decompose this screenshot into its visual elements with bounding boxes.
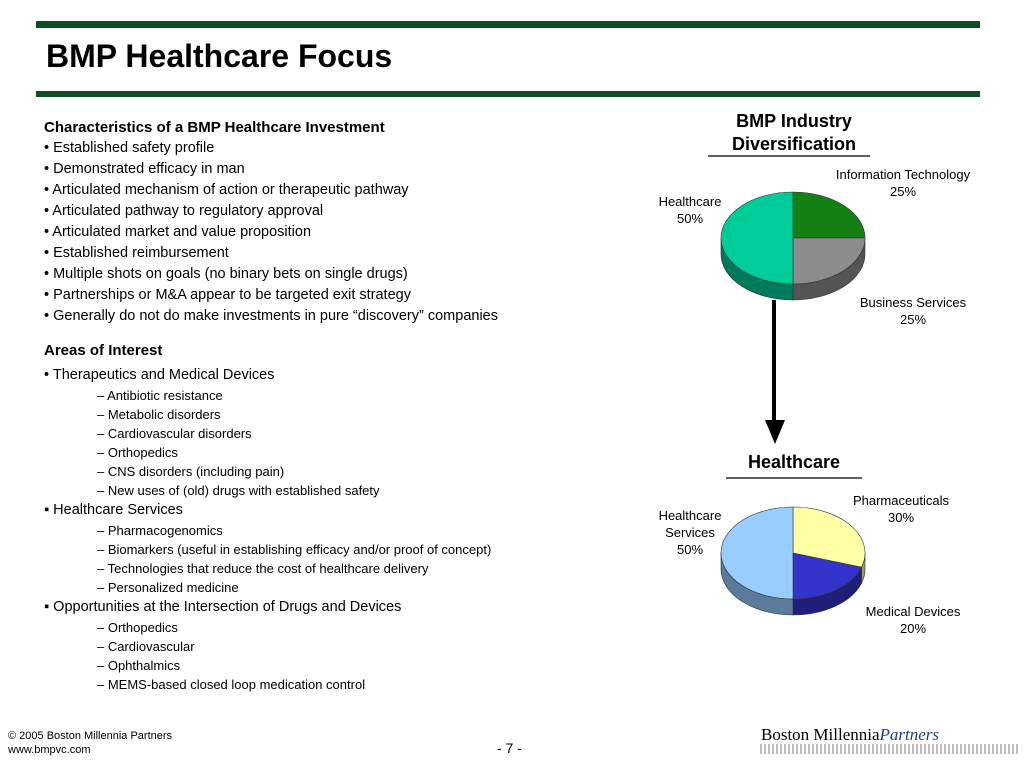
pie-slice-label <box>866 604 961 636</box>
characteristic-item: • Generally do not do make investments in pure “discovery” companies <box>44 308 498 324</box>
pie-label-line: Healthcare <box>658 508 722 523</box>
pie-label-line: Information Technology <box>835 167 971 182</box>
areas-heading: Areas of Interest <box>44 342 163 359</box>
brand-logo <box>761 725 939 745</box>
area-group-label: • Therapeutics and Medical Devices <box>44 367 275 383</box>
characteristic-item: • Established reimbursement <box>44 245 229 261</box>
footer-copyright <box>8 729 172 757</box>
pie-label-line: Business Services <box>859 295 967 310</box>
website-text: www.bmpvc.com <box>8 744 91 756</box>
footer-stripes <box>760 744 1018 754</box>
area-item: – CNS disorders (including pain) <box>97 464 285 479</box>
pie-slice <box>793 192 865 238</box>
area-item: – Ophthalmics <box>97 658 181 673</box>
area-item: – Technologies that reduce the cost of healthcare delivery <box>97 561 429 576</box>
chart-title-line: Healthcare <box>747 452 841 472</box>
area-item: – Cardiovascular <box>97 639 195 654</box>
characteristic-item: • Articulated mechanism of action or therapeutic pathway <box>44 182 409 198</box>
pie-slice-label <box>659 508 722 557</box>
area-item: – Pharmacogenomics <box>97 523 223 538</box>
copyright-text: © 2005 Boston Millennia Partners <box>8 730 173 742</box>
pie-label-line: Pharmaceuticals <box>852 493 950 508</box>
drilldown-arrow-head <box>765 420 785 444</box>
pie-label-line: Services <box>665 525 715 540</box>
page-number: - 7 - <box>497 740 522 756</box>
pie-label-line: 50% <box>676 542 704 557</box>
characteristic-item: • Partnerships or M&A appear to be targeted exit strategy <box>44 287 411 303</box>
characteristic-item: • Multiple shots on goals (no binary bets on single drugs) <box>44 266 408 282</box>
area-item: – New uses of (old) drugs with established safety <box>97 483 380 498</box>
area-item: – Personalized medicine <box>97 580 239 595</box>
pie-label-line: 30% <box>887 510 915 525</box>
pie-slice-label <box>860 295 967 327</box>
area-item: – Biomarkers (useful in establishing efficacy and/or proof of concept) <box>97 542 492 557</box>
area-item: – Metabolic disorders <box>97 407 221 422</box>
pie-slice-label <box>853 493 950 525</box>
pie-label-line: 50% <box>676 211 704 226</box>
characteristic-item: • Articulated pathway to regulatory approval <box>44 203 324 219</box>
area-item: – MEMS-based closed loop medication control <box>97 677 366 692</box>
pie-label-line: 25% <box>899 312 927 327</box>
pie-label-line: Healthcare <box>658 194 722 209</box>
brand-italic-text: Partners <box>879 725 940 744</box>
pie-label-line: 25% <box>889 184 917 199</box>
pie-slice-label <box>659 194 722 226</box>
area-group-label: ▪ Healthcare Services <box>44 502 183 518</box>
characteristic-item: • Articulated market and value proposition <box>44 224 312 240</box>
pie-label-line: 20% <box>899 621 927 636</box>
chart-title-line: BMP Industry <box>736 111 852 131</box>
area-item: – Orthopedics <box>97 620 178 635</box>
pie-label-line: Medical Devices <box>865 604 961 619</box>
characteristics-heading: Characteristics of a BMP Healthcare Investment <box>44 119 385 136</box>
area-group-label: ▪ Opportunities at the Intersection of Drugs and Devices <box>44 599 402 615</box>
characteristic-item: • Demonstrated efficacy in man <box>44 161 245 177</box>
area-item: – Antibiotic resistance <box>97 388 223 403</box>
page-title: BMP Healthcare Focus <box>46 38 393 74</box>
brand-main-text: Boston Millennia <box>761 725 880 744</box>
industry-diversification-chart <box>659 111 971 327</box>
pie-slice-label <box>836 167 971 199</box>
chart-title-line: Diversification <box>731 134 857 154</box>
area-item: – Orthopedics <box>97 445 178 460</box>
characteristic-item: • Established safety profile <box>44 140 215 156</box>
healthcare-breakdown-chart <box>659 452 961 636</box>
area-item: – Cardiovascular disorders <box>97 426 252 441</box>
